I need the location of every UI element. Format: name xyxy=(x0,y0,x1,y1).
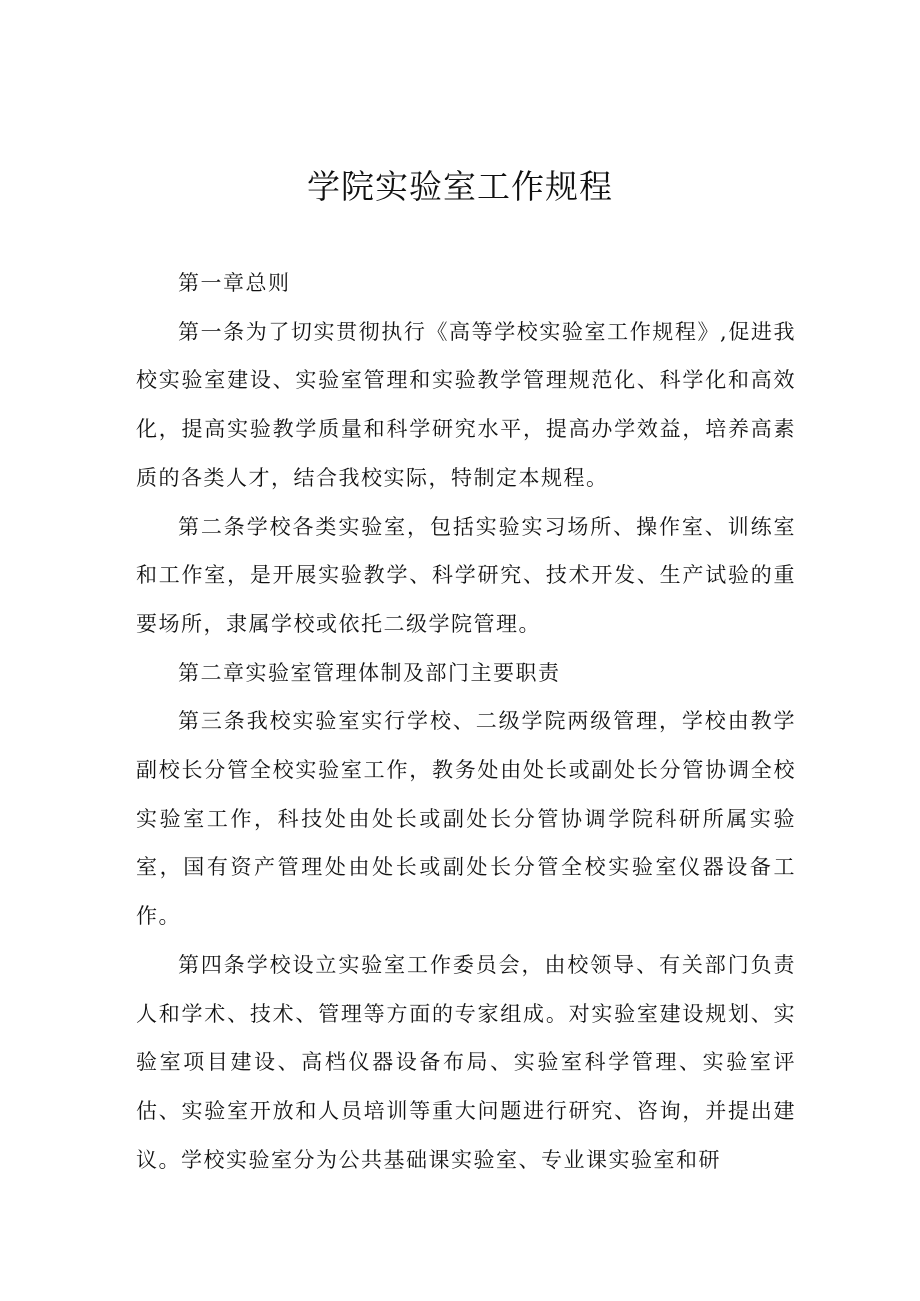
chapter-heading-2: 第二章实验室管理体制及部门主要职责 xyxy=(178,660,561,685)
article-3-paragraph: 第三条我校实验室实行学校、二级学院两级管理，学校由教学副校长分管全校实验室工作，教务处由处长或副处长分管协调全校实验室工作，科技处由处长或副处长分管协调学院科研所属实验室，国有资产管理处由处长或副处长分管全校实验室仪器设备工作。 xyxy=(136,709,796,929)
chapter-heading-1: 第一章总则 xyxy=(178,271,291,295)
article-1-paragraph: 第一条为了切实贯彻执行《高等学校实验室工作规程》,促进我校实验室建设、实验室管理和实验教学管理规范化、科学化和高效化，提高实验教学质量和科学研究水平，提高办学效益，培养高素质的各类人才，结合我校实际，特制定本规程。 xyxy=(136,319,796,490)
document-body xyxy=(136,259,796,1184)
document-title: 学院实验室工作规程 xyxy=(307,167,613,206)
article-4-paragraph: 第四条学校设立实验室工作委员会，由校领导、有关部门负责人和学术、技术、管理等方面的专家组成。对实验室建设规划、实验室项目建设、高档仪器设备布局、实验室科学管理、实验室评估、实验室开放和人员培训等重大问题进行研究、咨询，并提出建议。学校实验室分为公共基础课实验室、专业课实验室和研 xyxy=(136,952,796,1172)
article-2-paragraph: 第二条学校各类实验室，包括实验实习场所、操作室、训练室和工作室，是开展实验教学、科学研究、技术开发、生产试验的重要场所，隶属学校或依托二级学院管理。 xyxy=(136,514,796,636)
